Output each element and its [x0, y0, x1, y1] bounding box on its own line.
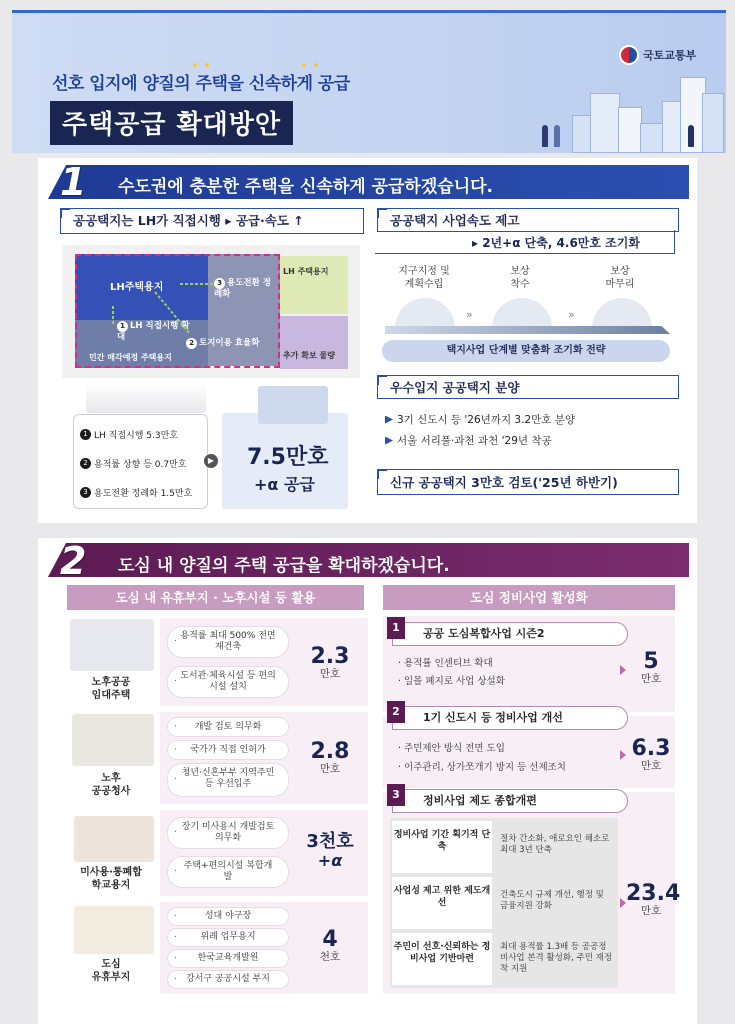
list-number-1: 1 — [80, 429, 91, 440]
row-2-label-line2: 공공청사 — [91, 786, 131, 797]
tab-2-title: 1기 신도시 등 정비사업 개선 — [423, 711, 563, 724]
prime-item-1-text: 3기 신도시 등 '26년까지 3.2만호 분양 — [397, 414, 576, 426]
row-4-item-2: · 위례 업무용지 — [168, 929, 288, 946]
row-3-label-line2: 학교용지 — [91, 880, 131, 891]
tab-2-value: 6.3 — [631, 736, 671, 761]
row-3-item-2: · 주택+편의시설 복합개발 — [168, 857, 288, 887]
ministry-logo — [619, 45, 696, 65]
timeline-bar — [385, 326, 670, 334]
business-people-illustration — [258, 386, 328, 424]
ministry-name: 국토교통부 — [643, 49, 697, 62]
tab-1-value: 5 — [643, 649, 659, 674]
row-4-label-line1: 도심 — [101, 959, 121, 970]
reform-left-3: 주민이 선호·신뢰하는 정비사업 기반마련 — [392, 933, 492, 985]
triangle-icon-1 — [620, 660, 626, 679]
step-3-line1: 보상 — [610, 266, 630, 277]
reform-left-2: 사업성 제고 위한 제도개선 — [392, 877, 492, 929]
prime-land-label: 우수입지 공공택지 분양 — [377, 375, 679, 399]
taegeuk-logo-icon — [619, 45, 639, 65]
list-item-2: 용적률 상향 등 0.7만호 — [94, 460, 187, 470]
triangle-icon-2 — [620, 745, 626, 764]
row-3-unit: +α — [317, 850, 343, 870]
row-2-value-box — [296, 740, 364, 776]
circle-3-icon: 3 — [214, 278, 225, 289]
tab-2-bullet-2: · 이주관리, 상가쪼개기 방지 등 선제조치 — [398, 762, 566, 773]
tab-1-number: 1 — [387, 617, 405, 639]
right-subheader: 도심 정비사업 활성화 — [383, 585, 675, 610]
row-4-item-4: · 강서구 공공시설 부지 — [168, 971, 288, 988]
row-2-item-1: · 개발 검토 의무화 — [168, 718, 288, 736]
lh-land-right-label: LH 주택용지 — [283, 267, 329, 276]
supply-list-box — [73, 414, 208, 509]
step-1-line2: 계획수립 — [404, 279, 444, 290]
step-3-line2: 마무리 — [605, 279, 635, 290]
tab-2-value-box — [630, 737, 672, 773]
row-3-value: 3천호 — [306, 831, 354, 852]
chevron-right-icon-2: » — [568, 308, 575, 321]
row-1-item-2: · 도서관·체육시설 등 편의시설 설치 — [168, 667, 288, 697]
prime-item-2 — [385, 433, 552, 448]
lh-land-right-zone — [280, 256, 348, 314]
apartment-illustration — [70, 619, 154, 671]
row-1-value: 2.3 — [310, 644, 350, 669]
row-4-item-3: · 한국교육개발원 — [168, 950, 288, 967]
row-3-label-line1: 미사용·통폐합 — [80, 867, 142, 878]
public-land-label: 공공택지는 LH가 직접시행 ▸ 공급·속도 ↑ — [60, 208, 364, 234]
total-value: 7.5만호 — [247, 445, 329, 470]
tab-1-bullet-1: · 용적률 인센티브 확대 — [398, 658, 493, 669]
arrow-right-icon: ▶ — [204, 454, 218, 468]
private-land-label: 민간 매각예정 주택용지 — [89, 353, 172, 362]
circle-1-icon: 1 — [117, 321, 128, 332]
row-4-value-box — [296, 928, 364, 964]
row-3-value-box — [296, 832, 364, 869]
row-4-item-1: · 성대 야구장 — [168, 908, 288, 925]
row-2-label — [62, 772, 160, 798]
reform-right-1: 절차 간소화, 애로요인 해소로 최대 3년 단축 — [500, 834, 610, 855]
tab-3-unit: 만호 — [640, 905, 662, 918]
row-4-label-line2: 유휴부지 — [91, 972, 131, 983]
lh-land-label: LH주택용지 — [110, 282, 164, 293]
circle-2-icon: 2 — [186, 338, 197, 349]
section-2-heading: 도심 내 양질의 주택 공급을 확대하겠습니다. — [118, 556, 450, 576]
tab-3-number: 3 — [387, 784, 405, 806]
row-4-value: 4 — [322, 927, 338, 952]
strategy-pill: 택지사업 단계별 맞춤화 조기화 전략 — [382, 340, 670, 362]
tab-1-value-box — [630, 650, 672, 686]
page-title: 주택공급 확대방안 — [50, 101, 293, 145]
map-item-1-label: LH 직접시행 확대 — [117, 321, 190, 342]
extra-land-zone — [280, 316, 348, 369]
tab-2-unit: 만호 — [640, 760, 662, 773]
tab-2-number: 2 — [387, 701, 405, 723]
reform-right-3: 최대 용적률 1.3배 등 공공정비사업 본격 활성화, 주민 재정착 지원 — [500, 942, 613, 974]
tab-1-unit: 만호 — [640, 673, 662, 686]
row-3-label — [62, 866, 160, 892]
row-1-item-1: · 용적률 최대 500% 전면 재건축 — [168, 627, 288, 657]
row-2-item-3: · 청년·신혼부부 지역주민 등 우선입주 — [168, 764, 288, 796]
bullet-arrow-icon — [385, 416, 393, 424]
tab-2 — [392, 706, 628, 730]
list-item-1: LH 직접시행 5.3만호 — [94, 431, 178, 441]
tab-3-value-box — [626, 881, 681, 918]
row-2-item-2: · 국가가 직접 인허가 — [168, 741, 288, 759]
vacant-lot-illustration — [74, 906, 154, 954]
header-banner — [12, 10, 726, 153]
row-1-label-line2: 임대주택 — [91, 690, 131, 701]
speed-box-border — [375, 230, 675, 254]
prime-item-2-text: 서울 서리풀·과천 과천 '29년 착공 — [397, 435, 552, 447]
step-1-line1: 지구지정 및 — [398, 266, 450, 277]
tab-3 — [392, 789, 628, 813]
speed-label: 공공택지 사업속도 제고 — [377, 208, 679, 232]
reform-left-1: 정비사업 기간 획기적 단축 — [392, 821, 492, 873]
tab-2-bullet-1: · 주민제안 방식 전면 도입 — [398, 743, 505, 754]
tab-1 — [392, 622, 628, 646]
section-1-heading: 수도권에 충분한 주택을 신속하게 공급하겠습니다. — [118, 177, 493, 197]
map-arrows — [75, 254, 280, 368]
header-subtitle: 선호 입지에 양질의 주택을 신속하게 공급 — [52, 74, 350, 94]
tab-3-title: 정비사업 제도 종합개편 — [423, 794, 537, 807]
left-subheader: 도심 내 유휴부지 · 노후시설 등 활용 — [67, 585, 364, 610]
step-2-line2: 착수 — [510, 279, 530, 290]
section-1-number: 1 — [60, 160, 87, 204]
row-4-unit: 천호 — [319, 951, 341, 964]
list-number-2: 2 — [80, 458, 91, 469]
map-item-3-label: 용도전환 정례화 — [214, 278, 272, 299]
list-item-3: 용도전환 정례화 1.5만호 — [94, 489, 193, 499]
extra-land-label: 추가 확보 물량 — [283, 351, 335, 360]
row-1-label — [62, 676, 160, 702]
row-1-label-line1: 노후공공 — [91, 677, 131, 688]
row-2-value: 2.8 — [310, 739, 350, 764]
row-2-label-line1: 노후 — [101, 773, 121, 784]
new-land-label: 신규 공공택지 3만호 검토('25년 하반기) — [377, 469, 679, 495]
tab-1-bullet-2: · 일몰 폐지로 사업 상설화 — [398, 676, 505, 687]
step-2-line1: 보상 — [510, 266, 530, 277]
speed-sub: ▸ 2년+α 단축, 4.6만호 조기화 — [472, 236, 640, 250]
reform-right-2: 건축도시 규제 개선, 행정 및 금융지원 강화 — [500, 890, 604, 911]
step-3 — [590, 265, 650, 291]
total-sub: +α 공급 — [254, 475, 315, 494]
tab-3-value: 23.4 — [626, 881, 681, 906]
list-number-3: 3 — [80, 487, 91, 498]
city-skyline-illustration — [86, 383, 206, 413]
row-1-value-box — [296, 645, 364, 681]
step-2 — [490, 265, 550, 291]
row-1-unit: 만호 — [319, 668, 341, 681]
government-building-illustration — [72, 714, 154, 766]
row-2-unit: 만호 — [319, 763, 341, 776]
step-1 — [386, 265, 462, 291]
tab-1-title: 공공 도심복합사업 시즌2 — [423, 627, 545, 640]
prime-item-1 — [385, 412, 575, 427]
row-3-item-1: · 장기 미사용시 개발검토 의무화 — [168, 818, 288, 848]
map-item-2-label: 토지이용 효율화 — [199, 338, 260, 348]
section-2-number: 2 — [60, 539, 87, 583]
row-4-label — [62, 958, 160, 984]
school-illustration — [74, 816, 154, 862]
chevron-right-icon: » — [466, 308, 473, 321]
bullet-arrow-icon-2 — [385, 437, 393, 445]
